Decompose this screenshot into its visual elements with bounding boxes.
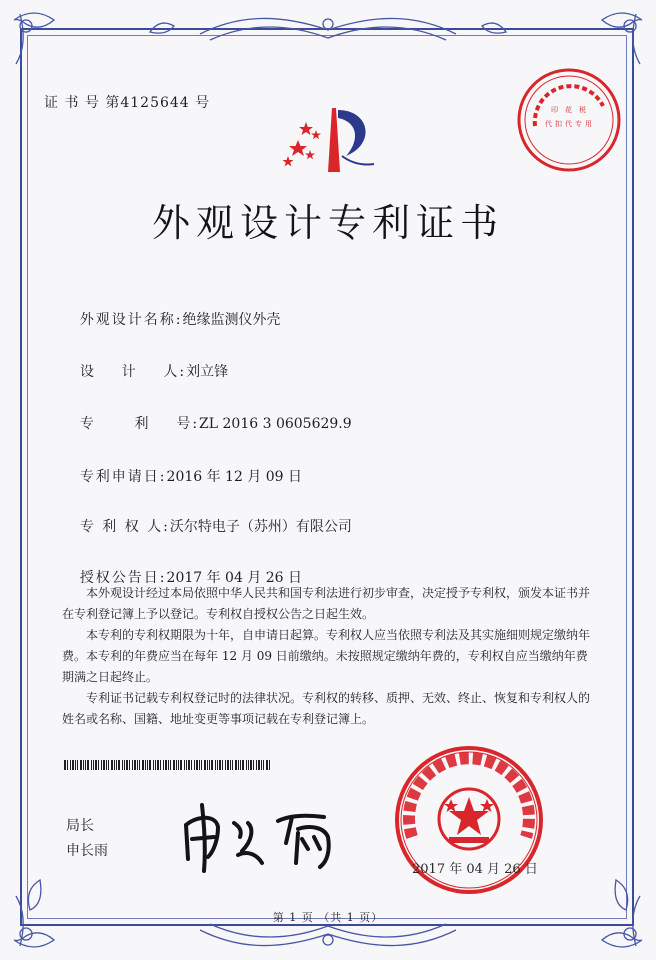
body-paragraph: 本外观设计经过本局依照中华人民共和国专利法进行初步审查，决定授予专利权，颁发本证书并在专利登记簿上予以登记。专利权自授权公告之日起生效。 (62, 586, 591, 621)
body-paragraph: 本专利的专利权期限为十年，自申请日起算。专利权人应当依照专利法及其实施细则规定缴纳年费。本专利的年费应当在每年 12 月 09 日前缴纳。未按照规定缴纳年费的，专利权自应当缴纳年费期满之日起终止。 (62, 628, 591, 684)
field-label: 专 利 号: (79, 416, 200, 432)
field-label: 专利申请日: (79, 469, 167, 485)
field-label: 外观设计名称: (79, 312, 183, 328)
field-value: 刘立锋 (186, 364, 229, 380)
certificate-number: 证 书 号 第4125644 号 (44, 95, 211, 111)
svg-text:税: 税 (579, 106, 586, 114)
seal-date: 2017 年 04 月 26 日 (412, 862, 538, 877)
field-label: 授权公告日: (79, 570, 167, 586)
field-designer (62, 345, 228, 397)
svg-text:花: 花 (565, 106, 572, 114)
page-footer: 第 1 页 （共 1 页） (272, 911, 384, 924)
field-label: 设 计 人: (79, 364, 187, 380)
signatory-title: 局长 (66, 818, 94, 834)
certificate-title: 外观设计专利证书 (151, 201, 504, 245)
field-patent-number (62, 397, 352, 449)
svg-text:专: 专 (575, 120, 582, 128)
field-label: 专 利 权 人: (79, 519, 170, 535)
field-patentee (62, 500, 352, 552)
field-application-date (62, 450, 302, 502)
field-value: 2017 年 04 月 26 日 (166, 570, 303, 586)
svg-text:代: 代 (545, 120, 552, 128)
signatory-name: 申长雨 (66, 843, 108, 859)
patent-office-logo (276, 100, 386, 180)
agency-seal-stamp (515, 66, 623, 174)
field-value: 绝缘监测仪外壳 (182, 312, 281, 328)
handwritten-signature (178, 793, 358, 873)
field-value: ZL 2016 3 0605629.9 (199, 416, 352, 432)
barcode (64, 760, 270, 770)
field-design-name (62, 293, 281, 345)
certificate-body-text (62, 583, 592, 730)
svg-text:用: 用 (585, 120, 592, 128)
svg-text:印: 印 (551, 106, 558, 114)
field-value: 沃尔特电子（苏州）有限公司 (169, 519, 352, 535)
svg-text:代: 代 (565, 120, 572, 128)
svg-text:扣: 扣 (555, 120, 562, 128)
body-paragraph: 专利证书记载专利权登记时的法律状况。专利权的转移、质押、无效、终止、恢复和专利权人的姓名或名称、国籍、地址变更等事项记载在专利登记簿上。 (62, 691, 591, 726)
field-value: 2016 年 12 月 09 日 (166, 469, 303, 485)
